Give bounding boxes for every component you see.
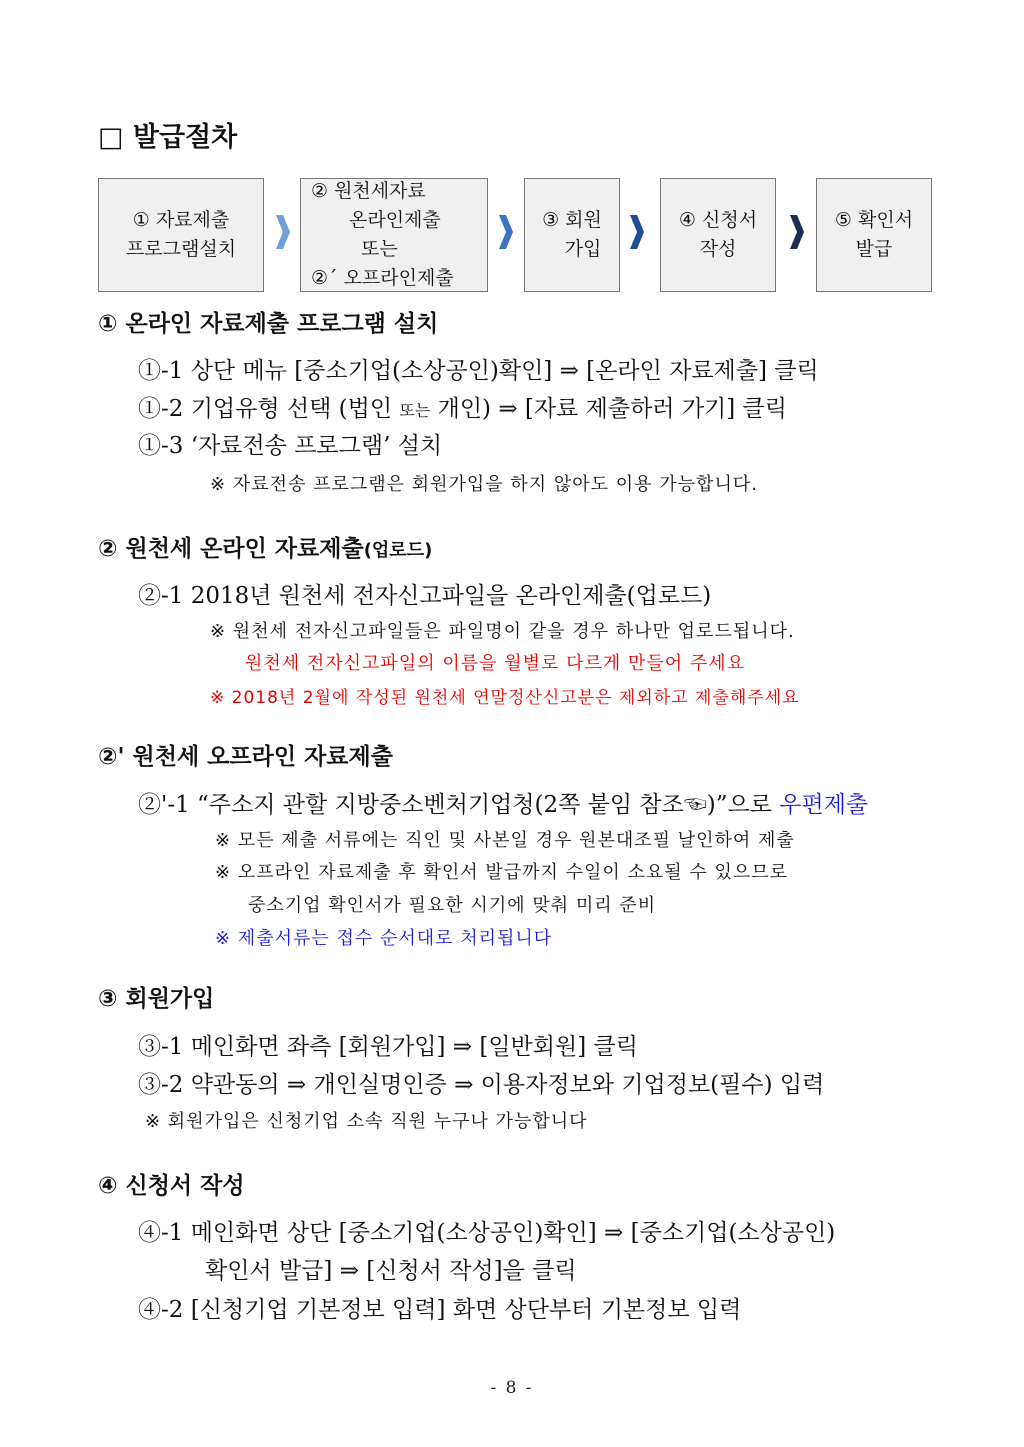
section-1-step-2-text-b: 개인) ⇒ [자료 제출하러 가기] 클릭 bbox=[430, 396, 787, 422]
section-2b-note-1: ※ 모든 제출 서류에는 직인 및 사본일 경우 원본대조필 날인하여 제출 bbox=[215, 830, 795, 851]
section-1-step-2 bbox=[138, 390, 787, 423]
flow-step-5-line-2: 발급 bbox=[855, 238, 893, 260]
section-4-step-1-line-1: ④-1 메인화면 상단 [중소기업(소상공인)확인] ⇒ [중소기업(소상공인) bbox=[138, 1220, 836, 1246]
page-number: - 8 - bbox=[490, 1378, 534, 1398]
section-4-title: ④ 신청서 작성 bbox=[98, 1173, 245, 1199]
section-4-step-2: ④-2 [신청기업 기본정보 입력] 화면 상단부터 기본정보 입력 bbox=[138, 1297, 742, 1323]
section-2-note-3: ※ 2018년 2월에 작성된 원천세 연말정산신고분은 제외하고 제출해주세요 bbox=[210, 688, 800, 708]
section-3-note: ※ 회원가입은 신청기업 소속 직원 누구나 가능합니다 bbox=[145, 1111, 588, 1132]
page-title: □ 발급절차 bbox=[98, 122, 238, 153]
section-2-title-text: ② 원천세 온라인 자료제출 bbox=[98, 536, 364, 562]
flow-step-4-line-1: ④ 신청서 bbox=[678, 209, 758, 231]
flow-step-2-line-1: ② 원천세자료 bbox=[311, 180, 426, 202]
section-1-step-3: ①-3 ‘자료전송 프로그램’ 설치 bbox=[138, 433, 443, 459]
chevron-right-icon bbox=[497, 213, 515, 251]
flow-step-2 bbox=[300, 178, 488, 292]
flow-step-3 bbox=[524, 178, 620, 292]
section-1-note: ※ 자료전송 프로그램은 회원가입을 하지 않아도 이용 가능합니다. bbox=[210, 474, 758, 495]
section-2b-step-1 bbox=[138, 786, 868, 819]
section-3-step-2: ③-2 약관동의 ⇒ 개인실명인증 ⇒ 이용자정보와 기업정보(필수) 입력 bbox=[138, 1072, 825, 1098]
flow-step-4-line-2: 작성 bbox=[699, 238, 737, 260]
section-2b-note-2: ※ 오프라인 자료제출 후 확인서 발급까지 수일이 소요될 수 있으므로 bbox=[215, 862, 789, 883]
section-2b-note-3: 중소기업 확인서가 필요한 시기에 맞춰 미리 준비 bbox=[248, 895, 657, 916]
section-1-title: ① 온라인 자료제출 프로그램 설치 bbox=[98, 311, 439, 337]
section-1-step-1: ①-1 상단 메뉴 [중소기업(소상공인)확인] ⇒ [온라인 자료제출] 클릭 bbox=[138, 358, 819, 384]
flow-step-4 bbox=[660, 178, 776, 292]
chevron-right-icon bbox=[274, 213, 292, 251]
flow-step-5 bbox=[816, 178, 932, 292]
section-2b-note-4: ※ 제출서류는 접수 순서대로 처리됩니다 bbox=[215, 928, 553, 949]
flow-step-3-line-1: ③ 회원 bbox=[542, 209, 602, 231]
section-2-note-1: ※ 원천세 전자신고파일들은 파일명이 같을 경우 하나만 업로드됩니다. bbox=[210, 621, 795, 642]
section-3-step-1: ③-1 메인화면 좌측 [회원가입] ⇒ [일반회원] 클릭 bbox=[138, 1034, 638, 1060]
flow-step-1 bbox=[98, 178, 264, 292]
flow-step-2-line-2: 온라인제출 bbox=[349, 209, 441, 231]
flow-step-2-line-3: 또는 bbox=[361, 238, 398, 260]
flow-step-2-line-4: ②´ 오프라인제출 bbox=[311, 267, 454, 289]
section-2-step-1: ②-1 2018년 원천세 전자신고파일을 온라인제출(업로드) bbox=[138, 583, 712, 609]
section-2-title-paren: (업로드) bbox=[363, 540, 433, 561]
flow-step-3-line-2: 가입 bbox=[564, 238, 602, 260]
flow-step-5-line-1: ⑤ 확인서 bbox=[834, 209, 914, 231]
section-2b-title: ②' 원천세 오프라인 자료제출 bbox=[98, 744, 393, 770]
section-2b-step-1-highlight: 우편제출 bbox=[779, 792, 869, 818]
section-1-step-2-text-a: ①-2 기업유형 선택 (법인 bbox=[138, 396, 400, 422]
chevron-right-icon bbox=[628, 213, 646, 251]
section-1-step-2-small: 또는 bbox=[399, 401, 431, 420]
section-3-title: ③ 회원가입 bbox=[98, 986, 215, 1012]
section-2b-step-1-text: ②'-1 “주소지 관할 지방중소벤처기업청(2쪽 붙임 참조☜)”으로 bbox=[138, 792, 780, 818]
chevron-right-icon bbox=[788, 213, 806, 251]
section-2-note-2: 원천세 전자신고파일의 이름을 월별로 다르게 만들어 주세요 bbox=[245, 653, 746, 674]
flow-step-1-line-2: 프로그램설치 bbox=[125, 238, 237, 260]
flow-step-1-line-1: ① 자료제출 bbox=[132, 209, 230, 231]
section-2-title bbox=[98, 530, 432, 563]
section-4-step-1-line-2: 확인서 발급] ⇒ [신청서 작성]을 클릭 bbox=[205, 1258, 577, 1284]
